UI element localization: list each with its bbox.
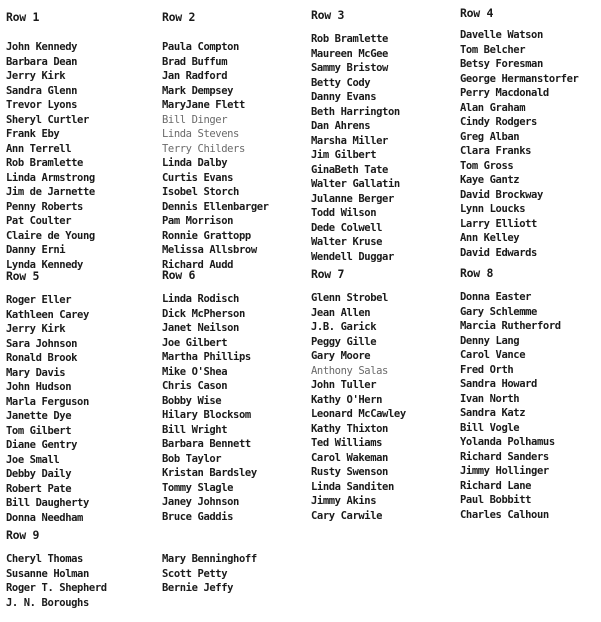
list-item: Kathy O'Hern xyxy=(311,393,383,406)
list-item: Trevor Lyons xyxy=(6,99,78,111)
list-item: Mary Davis xyxy=(6,366,66,379)
list-item: Sandra Glenn xyxy=(6,84,78,97)
list-item: Frank Eby xyxy=(6,128,60,140)
list-item: Cary Carwile xyxy=(311,509,383,522)
list-item: Jimmy Hollinger xyxy=(460,465,549,477)
list-item: Robert Pate xyxy=(6,482,72,495)
list-item: Ivan North xyxy=(460,392,520,405)
list-item: Ted Williams xyxy=(311,437,383,449)
list-item: Davelle Watson xyxy=(460,29,543,41)
row-4-block xyxy=(460,6,578,260)
list-item: Jim de Jarnette xyxy=(6,186,95,198)
list-item: Bill Vogle xyxy=(460,421,520,434)
list-item: Janet Neilson xyxy=(162,322,239,334)
row-8-name-list xyxy=(460,290,561,522)
list-item: Paula Compton xyxy=(162,41,239,53)
list-item: Jean Allen xyxy=(311,306,371,319)
list-item: Linda Dalby xyxy=(162,157,228,169)
row-5-name-list xyxy=(6,293,89,525)
row-heading: Row 3 xyxy=(311,8,345,22)
list-item: Melissa Allsbrow xyxy=(162,244,257,256)
list-item: Greg Alban xyxy=(460,130,520,143)
list-item: MaryJane Flett xyxy=(162,99,245,111)
list-item: Chris Cason xyxy=(162,380,228,392)
list-item: Anthony Salas xyxy=(311,364,388,377)
list-item: Todd Wilson xyxy=(311,207,377,219)
list-item: Susanne Holman xyxy=(6,567,89,580)
list-item: Cindy Rodgers xyxy=(460,116,537,128)
list-item: Julanne Berger xyxy=(311,192,394,205)
list-item: Mary Benninghoff xyxy=(162,553,257,565)
list-item: Roger T. Shepherd xyxy=(6,582,107,594)
list-item: Larry Elliott xyxy=(460,217,537,230)
row-heading: Row 7 xyxy=(311,267,345,281)
row-7-name-list xyxy=(311,291,406,523)
list-item: John Kennedy xyxy=(6,41,78,53)
list-item: Diane Gentry xyxy=(6,439,78,451)
list-item: Linda Sanditen xyxy=(311,480,394,493)
list-item: Bobby Wise xyxy=(162,394,222,407)
row-1-block xyxy=(6,10,95,272)
row-heading: Row 1 xyxy=(6,10,40,24)
list-item: Richard Sanders xyxy=(460,450,549,463)
list-item: Peggy Gille xyxy=(311,335,377,348)
list-item: Mark Dempsey xyxy=(162,84,234,97)
list-item: David Brockway xyxy=(460,188,543,201)
list-item: Penny Roberts xyxy=(6,200,83,213)
list-item: David Edwards xyxy=(460,246,537,259)
list-item: Debby Daily xyxy=(6,468,72,480)
list-item: Perry Macdonald xyxy=(460,87,549,99)
list-item: Ann Terrell xyxy=(6,142,72,155)
list-item: Tom Belcher xyxy=(460,43,526,56)
list-item: J.B. Garick xyxy=(311,321,377,333)
list-item: Jimmy Akins xyxy=(311,495,377,507)
list-item: Dennis Ellenbarger xyxy=(162,200,269,213)
list-item: Tommy Slagle xyxy=(162,481,234,494)
row-9-second-column xyxy=(162,552,257,596)
list-item: Carol Vance xyxy=(460,349,526,361)
list-item: Alan Graham xyxy=(460,101,526,114)
list-item: Sheryl Curtler xyxy=(6,113,89,126)
list-item: John Tuller xyxy=(311,379,377,391)
list-item: Curtis Evans xyxy=(162,171,234,184)
list-item: Denny Lang xyxy=(460,334,520,347)
list-item: Joe Gilbert xyxy=(162,336,228,349)
list-item: Bernie Jeffy xyxy=(162,582,234,594)
list-item: Janey Johnson xyxy=(162,496,239,508)
row-2-name-list xyxy=(162,40,269,272)
list-item: Ann Kelley xyxy=(460,232,520,244)
list-item: Danny Erni xyxy=(6,244,66,256)
list-item: Clara Franks xyxy=(460,145,532,157)
list-item: Rusty Swenson xyxy=(311,466,388,478)
list-item: Jerry Kirk xyxy=(6,323,66,335)
list-item: Terry Childers xyxy=(162,142,245,155)
list-item: Cheryl Thomas xyxy=(6,553,83,565)
list-item: Lynn Loucks xyxy=(460,203,526,215)
list-item: Jerry Kirk xyxy=(6,70,66,82)
list-item: Marsha Miller xyxy=(311,134,388,147)
list-item: Bob Taylor xyxy=(162,452,222,465)
list-item: Betsy Foresman xyxy=(460,58,543,70)
list-item: Rob Bramlette xyxy=(311,33,388,45)
list-item: Leonard McCawley xyxy=(311,408,406,420)
list-item: Joe Small xyxy=(6,453,60,466)
list-item: J. N. Boroughs xyxy=(6,596,89,609)
list-item: Beth Harrington xyxy=(311,105,400,118)
list-item: Yolanda Polhamus xyxy=(460,436,555,448)
row-6-block xyxy=(162,268,257,524)
list-item: Carol Wakeman xyxy=(311,451,388,464)
list-item: Barbara Bennett xyxy=(162,438,251,450)
list-item: Ronnie Grattopp xyxy=(162,229,251,242)
list-item: Marla Ferguson xyxy=(6,395,89,408)
list-item: Kathleen Carey xyxy=(6,308,89,321)
list-item: Barbara Dean xyxy=(6,55,78,68)
list-item: Charles Calhoun xyxy=(460,508,549,521)
row-heading: Row 5 xyxy=(6,269,40,283)
list-item: Sandra Katz xyxy=(460,407,526,419)
list-item: Richard Lane xyxy=(460,479,532,492)
list-item: Lynda Kennedy xyxy=(6,258,83,271)
row-9-second-column-list xyxy=(162,552,257,596)
row-2-block xyxy=(162,10,269,272)
list-item: Walter Kruse xyxy=(311,236,383,248)
list-item: Sandra Howard xyxy=(460,378,537,390)
list-item: Marcia Rutherford xyxy=(460,320,561,332)
row-1-name-list xyxy=(6,40,95,272)
row-8-block xyxy=(460,266,561,522)
list-item: Bill Daugherty xyxy=(6,497,89,509)
list-item: Linda Stevens xyxy=(162,128,239,140)
list-item: Martha Phillips xyxy=(162,351,251,363)
list-item: Walter Gallatin xyxy=(311,178,400,190)
list-item: Dan Ahrens xyxy=(311,120,371,132)
list-item: Glenn Strobel xyxy=(311,292,388,304)
row-5-block xyxy=(6,269,89,525)
list-item: Bruce Gaddis xyxy=(162,510,234,523)
list-item: Pam Morrison xyxy=(162,215,234,227)
row-6-name-list xyxy=(162,292,257,524)
list-item: Brad Buffum xyxy=(162,55,228,68)
list-item: Jim Gilbert xyxy=(311,149,377,161)
list-item: Claire de Young xyxy=(6,229,95,242)
row-3-name-list xyxy=(311,32,400,264)
row-4-name-list xyxy=(460,28,578,260)
list-item: Kristan Bardsley xyxy=(162,467,257,479)
row-heading: Row 4 xyxy=(460,6,494,20)
list-item: Jan Radford xyxy=(162,70,228,82)
list-item: Kathy Thixton xyxy=(311,422,388,435)
list-item: Ronald Brook xyxy=(6,352,78,364)
list-item: Rob Bramlette xyxy=(6,157,83,169)
list-item: Danny Evans xyxy=(311,91,377,103)
row-7-block xyxy=(311,267,406,523)
list-item: Wendell Duggar xyxy=(311,250,394,263)
list-item: Bill Dinger xyxy=(162,113,228,126)
list-item: George Hermanstorfer xyxy=(460,72,579,85)
list-item: Dede Colwell xyxy=(311,221,383,234)
list-item: Donna Needham xyxy=(6,511,83,524)
list-item: Gary Moore xyxy=(311,350,371,362)
list-item: Kaye Gantz xyxy=(460,174,520,186)
list-item: Tom Gross xyxy=(460,159,514,172)
row-heading: Row 8 xyxy=(460,266,494,280)
list-item: Sara Johnson xyxy=(6,337,78,350)
list-item: Scott Petty xyxy=(162,567,228,580)
list-item: Janette Dye xyxy=(6,410,72,422)
list-item: Isobel Storch xyxy=(162,186,239,198)
list-item: GinaBeth Tate xyxy=(311,163,388,176)
list-item: Paul Bobbitt xyxy=(460,494,532,506)
list-item: Donna Easter xyxy=(460,291,532,303)
list-item: Hilary Blocksom xyxy=(162,409,251,421)
list-item: Pat Coulter xyxy=(6,215,72,227)
row-9-block xyxy=(6,528,107,610)
list-item: Richard Audd xyxy=(162,258,234,271)
list-item: Gary Schlemme xyxy=(460,305,537,318)
list-item: Dick McPherson xyxy=(162,307,245,320)
list-item: Mike O'Shea xyxy=(162,365,228,378)
list-item: Bill Wright xyxy=(162,423,228,436)
list-item: Linda Rodisch xyxy=(162,293,239,305)
row-3-block xyxy=(311,8,400,264)
list-item: Tom Gilbert xyxy=(6,424,72,437)
list-item: Roger Eller xyxy=(6,294,72,306)
row-heading: Row 2 xyxy=(162,10,196,24)
row-heading: Row 6 xyxy=(162,268,196,282)
list-item: Betty Cody xyxy=(311,76,371,89)
list-item: John Hudson xyxy=(6,381,72,393)
list-item: Sammy Bristow xyxy=(311,62,388,74)
list-item: Linda Armstrong xyxy=(6,171,95,184)
row-9-name-list xyxy=(6,552,107,610)
list-item: Maureen McGee xyxy=(311,47,388,60)
row-heading: Row 9 xyxy=(6,528,40,542)
list-item: Fred Orth xyxy=(460,363,514,376)
